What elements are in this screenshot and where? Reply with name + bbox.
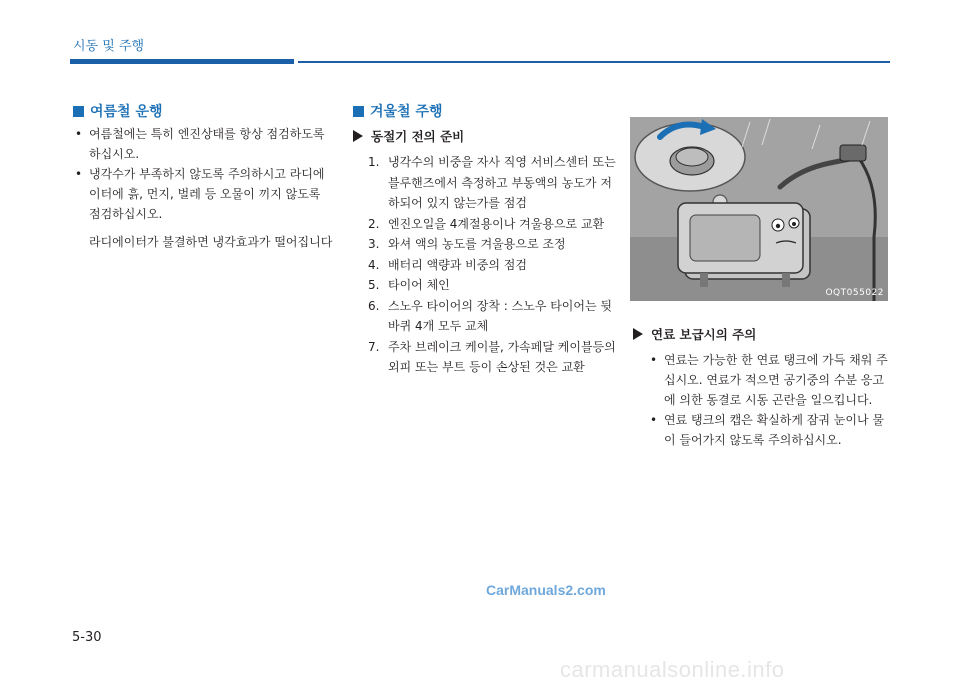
winter-item-7 bbox=[368, 337, 620, 378]
item-number: 4. bbox=[368, 257, 380, 272]
winter-item-4 bbox=[368, 255, 620, 276]
item-number: 1. bbox=[368, 155, 380, 169]
item-number: 3. bbox=[368, 237, 380, 251]
header-rule-thin bbox=[298, 61, 890, 63]
header-title: 시동 및 주행 bbox=[73, 39, 145, 54]
figure-code: OQT055022 bbox=[825, 288, 884, 298]
item-number: 7. bbox=[368, 339, 380, 354]
triangle-bullet-icon bbox=[353, 130, 363, 142]
triangle-bullet-icon bbox=[633, 328, 643, 340]
fuel-bullet-2: • 연료 탱크의 캡은 확실하게 잠궈 눈이나 물이 들어가지 않도록 주의하십시오. bbox=[648, 410, 892, 450]
square-bullet-icon bbox=[353, 106, 364, 117]
winter-subheading-text: 동절기 전의 준비 bbox=[371, 129, 465, 144]
item-text: 주차 브레이크 케이블, 가속페달 케이블등의 외피 또는 부트 등이 손상된 것은 교환 bbox=[388, 339, 616, 374]
page-number: 5-30 bbox=[72, 630, 102, 645]
footer-mark: carmanualsonline.info bbox=[560, 657, 785, 682]
fuel-bullet-list bbox=[648, 350, 892, 450]
header-rule-thick bbox=[70, 59, 294, 64]
fuel-subheading bbox=[633, 325, 756, 343]
summer-bullet-1: • 여름철에는 특히 엔진상태를 항상 점검하도록 하십시오. bbox=[73, 124, 333, 164]
item-text: 스노우 타이어의 장착 : 스노우 타이어는 뒷바퀴 4개 모두 교체 bbox=[388, 298, 612, 333]
item-text: 배터리 액량과 비중의 점검 bbox=[388, 257, 527, 272]
item-text: 엔진오일을 4계절용이나 겨울용으로 교환 bbox=[388, 216, 605, 231]
item-text: 와셔 액의 농도를 겨울용으로 조정 bbox=[388, 237, 566, 251]
winter-heading-text: 겨울철 주행 bbox=[370, 104, 443, 120]
summer-note: 라디에이터가 불결하면 냉각효과가 떨어집니다 bbox=[89, 235, 333, 249]
item-number: 2. bbox=[368, 216, 380, 231]
winter-heading bbox=[353, 101, 443, 121]
watermark: CarManuals2.com bbox=[486, 582, 606, 598]
winter-item-6 bbox=[368, 296, 620, 337]
fuel-subheading-text: 연료 보급시의 주의 bbox=[651, 327, 757, 342]
item-text: 타이어 체인 bbox=[388, 278, 450, 292]
summer-heading-text: 여름철 운행 bbox=[90, 104, 163, 120]
summer-bullet-list bbox=[73, 124, 333, 224]
item-number: 5. bbox=[368, 278, 380, 292]
square-bullet-icon bbox=[73, 106, 84, 117]
illustration-drawing bbox=[630, 117, 888, 301]
item-text: 냉각수의 비중을 자사 직영 서비스센터 또는 블루핸즈에서 측정하고 부동액의 농도가 저하되어 있지 않는가를 점검 bbox=[388, 155, 616, 210]
winter-item-1 bbox=[368, 152, 620, 214]
fuel-tank-illustration bbox=[630, 117, 888, 301]
winter-item-5 bbox=[368, 275, 620, 296]
fuel-bullet-1: • 연료는 가능한 한 연료 탱크에 가득 채워 주십시오. 연료가 적으면 공기중의 수분 응고에 의한 동결로 시동 곤란을 일으킵니다. bbox=[648, 350, 892, 410]
item-number: 6. bbox=[368, 298, 380, 313]
winter-item-3 bbox=[368, 234, 620, 255]
winter-item-2 bbox=[368, 214, 620, 235]
summer-heading bbox=[73, 101, 163, 121]
winter-prep-list bbox=[368, 152, 620, 378]
winter-subheading bbox=[353, 127, 464, 145]
summer-bullet-2: • 냉각수가 부족하지 않도록 주의하시고 라디에이터에 흙, 먼지, 벌레 등 오물이 끼지 않도록 점검하십시오. bbox=[73, 164, 333, 224]
